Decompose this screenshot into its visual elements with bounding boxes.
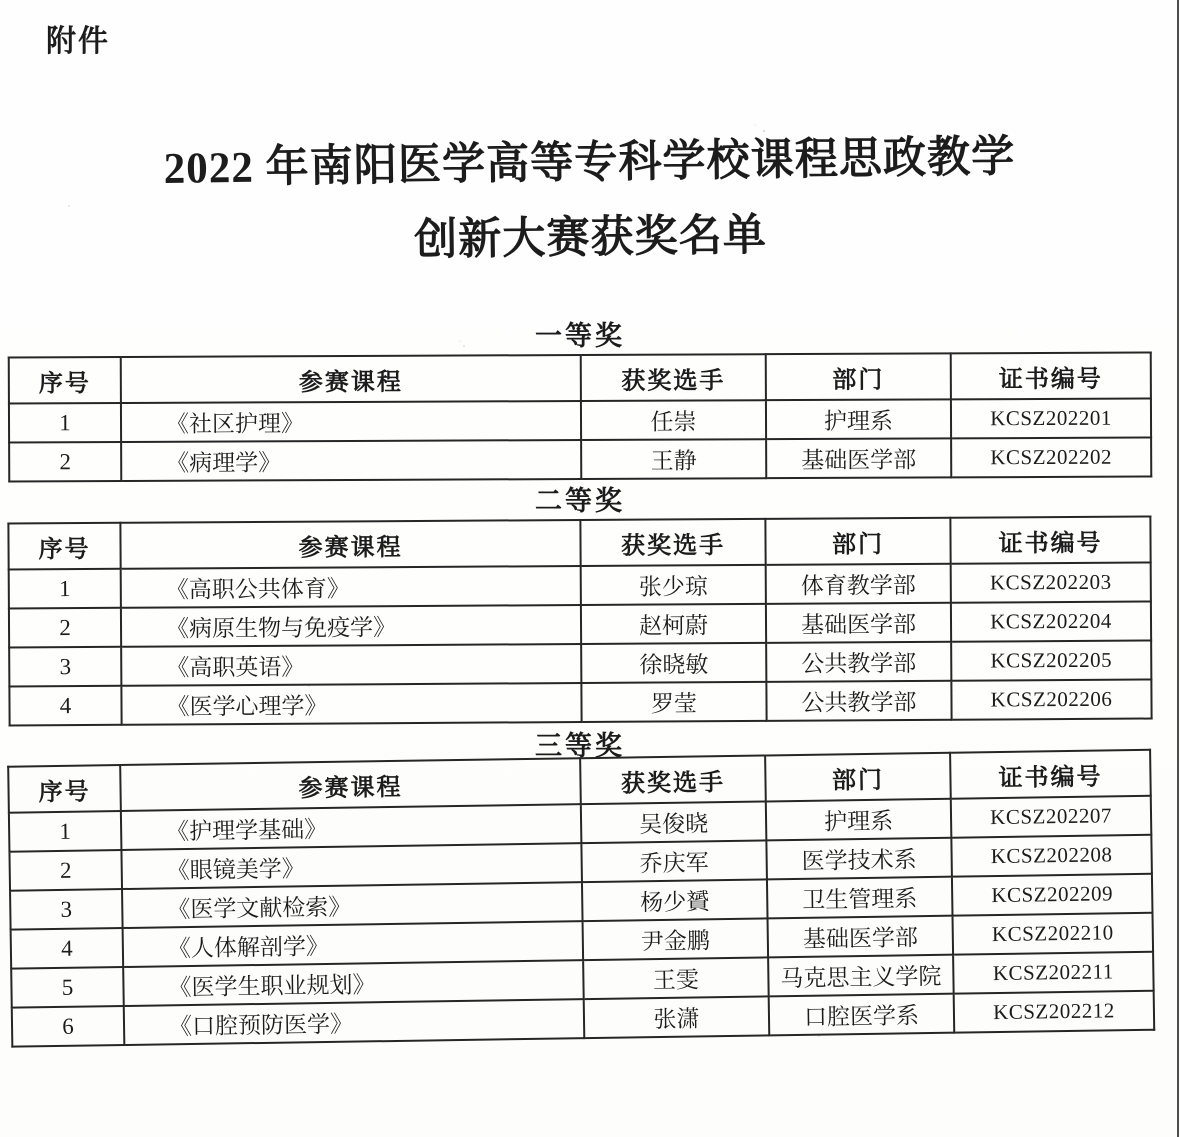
column-header: 参赛课程 [120, 520, 580, 569]
department: 体育教学部 [766, 564, 951, 604]
section-heading: 二等奖 [535, 486, 625, 516]
section-heading: 三等奖 [535, 731, 625, 761]
table-header-row [8, 517, 1150, 570]
winner-name: 杨少贇 [582, 879, 768, 921]
column-header: 获奖选手 [581, 354, 766, 401]
table-row [9, 399, 1151, 443]
course-name: 《护理学基础》 [121, 804, 582, 850]
third-prize-table [7, 749, 1155, 1048]
department: 医学技术系 [766, 838, 952, 880]
course-name: 《医学生职业规划》 [123, 960, 584, 1006]
column-header: 获奖选手 [580, 755, 766, 804]
column-header: 证书编号 [950, 517, 1150, 564]
row-number: 5 [11, 967, 124, 1008]
department: 基础医学部 [766, 438, 951, 478]
certificate-number: KCSZ202210 [953, 913, 1154, 955]
prize-tables-area [8, 318, 1152, 1046]
winner-name: 罗莹 [581, 682, 766, 722]
row-number: 1 [9, 403, 121, 442]
section-heading: 一等奖 [535, 321, 625, 351]
winner-name: 徐晓敏 [581, 643, 766, 683]
winner-name: 任崇 [581, 400, 766, 440]
department: 公共教学部 [766, 681, 951, 721]
course-name: 《医学文献检索》 [122, 882, 583, 928]
course-name: 《高职公共体育》 [121, 566, 581, 608]
column-header: 序号 [8, 523, 120, 570]
column-header: 证书编号 [950, 750, 1151, 799]
column-header: 参赛课程 [120, 758, 581, 811]
course-name: 《眼镜美学》 [121, 843, 582, 889]
column-header: 证书编号 [951, 353, 1151, 400]
section-third-prize [8, 728, 1152, 1046]
winner-name: 尹金鹏 [583, 918, 769, 960]
certificate-number: KCSZ202203 [951, 563, 1151, 603]
row-number: 6 [12, 1006, 125, 1047]
certificate-number: KCSZ202207 [951, 796, 1152, 838]
course-name: 《病理学》 [121, 440, 581, 481]
row-number: 1 [9, 569, 121, 609]
course-name: 《病原生物与免疫学》 [121, 605, 581, 647]
section-first-prize [8, 318, 1152, 480]
winner-name: 张潇 [584, 996, 770, 1038]
certificate-number: KCSZ202212 [954, 991, 1155, 1033]
department: 护理系 [766, 399, 951, 439]
column-header: 序号 [8, 765, 121, 813]
second-prize-table [7, 516, 1152, 727]
winner-name: 赵柯蔚 [581, 604, 766, 644]
course-name: 《社区护理》 [121, 401, 581, 442]
column-header: 序号 [9, 357, 121, 403]
column-header: 获奖选手 [580, 519, 765, 566]
row-number: 4 [11, 928, 124, 969]
document-title [0, 118, 1180, 284]
certificate-number: KCSZ202204 [951, 602, 1151, 642]
document-title-line1: 2022 年南阳医学高等专科学校课程思政教学 [163, 132, 1016, 193]
certificate-number: KCSZ202206 [951, 680, 1151, 720]
course-name: 《高职英语》 [121, 644, 581, 686]
column-header: 部门 [766, 353, 951, 400]
section-second-prize [8, 483, 1152, 723]
department: 公共教学部 [766, 642, 951, 682]
column-header: 部门 [765, 518, 950, 565]
table-row [9, 680, 1151, 726]
department: 马克思主义学院 [768, 955, 954, 997]
winner-name: 王静 [581, 439, 766, 479]
row-number: 1 [9, 811, 122, 852]
row-number: 4 [9, 686, 121, 726]
table-header-row [9, 353, 1151, 404]
attachment-label: 附件 [46, 25, 110, 58]
table-row [9, 438, 1151, 482]
course-name: 《医学心理学》 [121, 683, 581, 725]
certificate-number: KCSZ202201 [951, 399, 1151, 439]
certificate-number: KCSZ202211 [953, 952, 1154, 994]
certificate-number: KCSZ202208 [951, 835, 1152, 877]
winner-name: 吴俊晓 [581, 801, 767, 843]
first-prize-table [8, 352, 1153, 483]
department: 基础医学部 [766, 603, 951, 643]
winner-name: 王雯 [583, 957, 769, 999]
row-number: 2 [9, 850, 122, 891]
department: 卫生管理系 [767, 877, 953, 919]
row-number: 3 [9, 647, 121, 687]
certificate-number: KCSZ202205 [951, 641, 1151, 681]
course-name: 《人体解剖学》 [123, 921, 584, 967]
department: 护理系 [766, 799, 952, 841]
column-header: 参赛课程 [121, 355, 581, 403]
column-header: 部门 [765, 753, 951, 802]
row-number: 2 [9, 442, 121, 481]
department: 基础医学部 [768, 916, 954, 958]
document-title-line2: 创新大赛获奖名单 [413, 210, 768, 265]
certificate-number: KCSZ202202 [951, 438, 1151, 478]
row-number: 3 [10, 889, 123, 930]
winner-name: 乔庆军 [581, 840, 767, 882]
winner-name: 张少琼 [581, 565, 766, 605]
course-name: 《口腔预防医学》 [124, 999, 585, 1045]
row-number: 2 [9, 608, 121, 648]
certificate-number: KCSZ202209 [952, 874, 1153, 916]
department: 口腔医学系 [769, 994, 955, 1036]
